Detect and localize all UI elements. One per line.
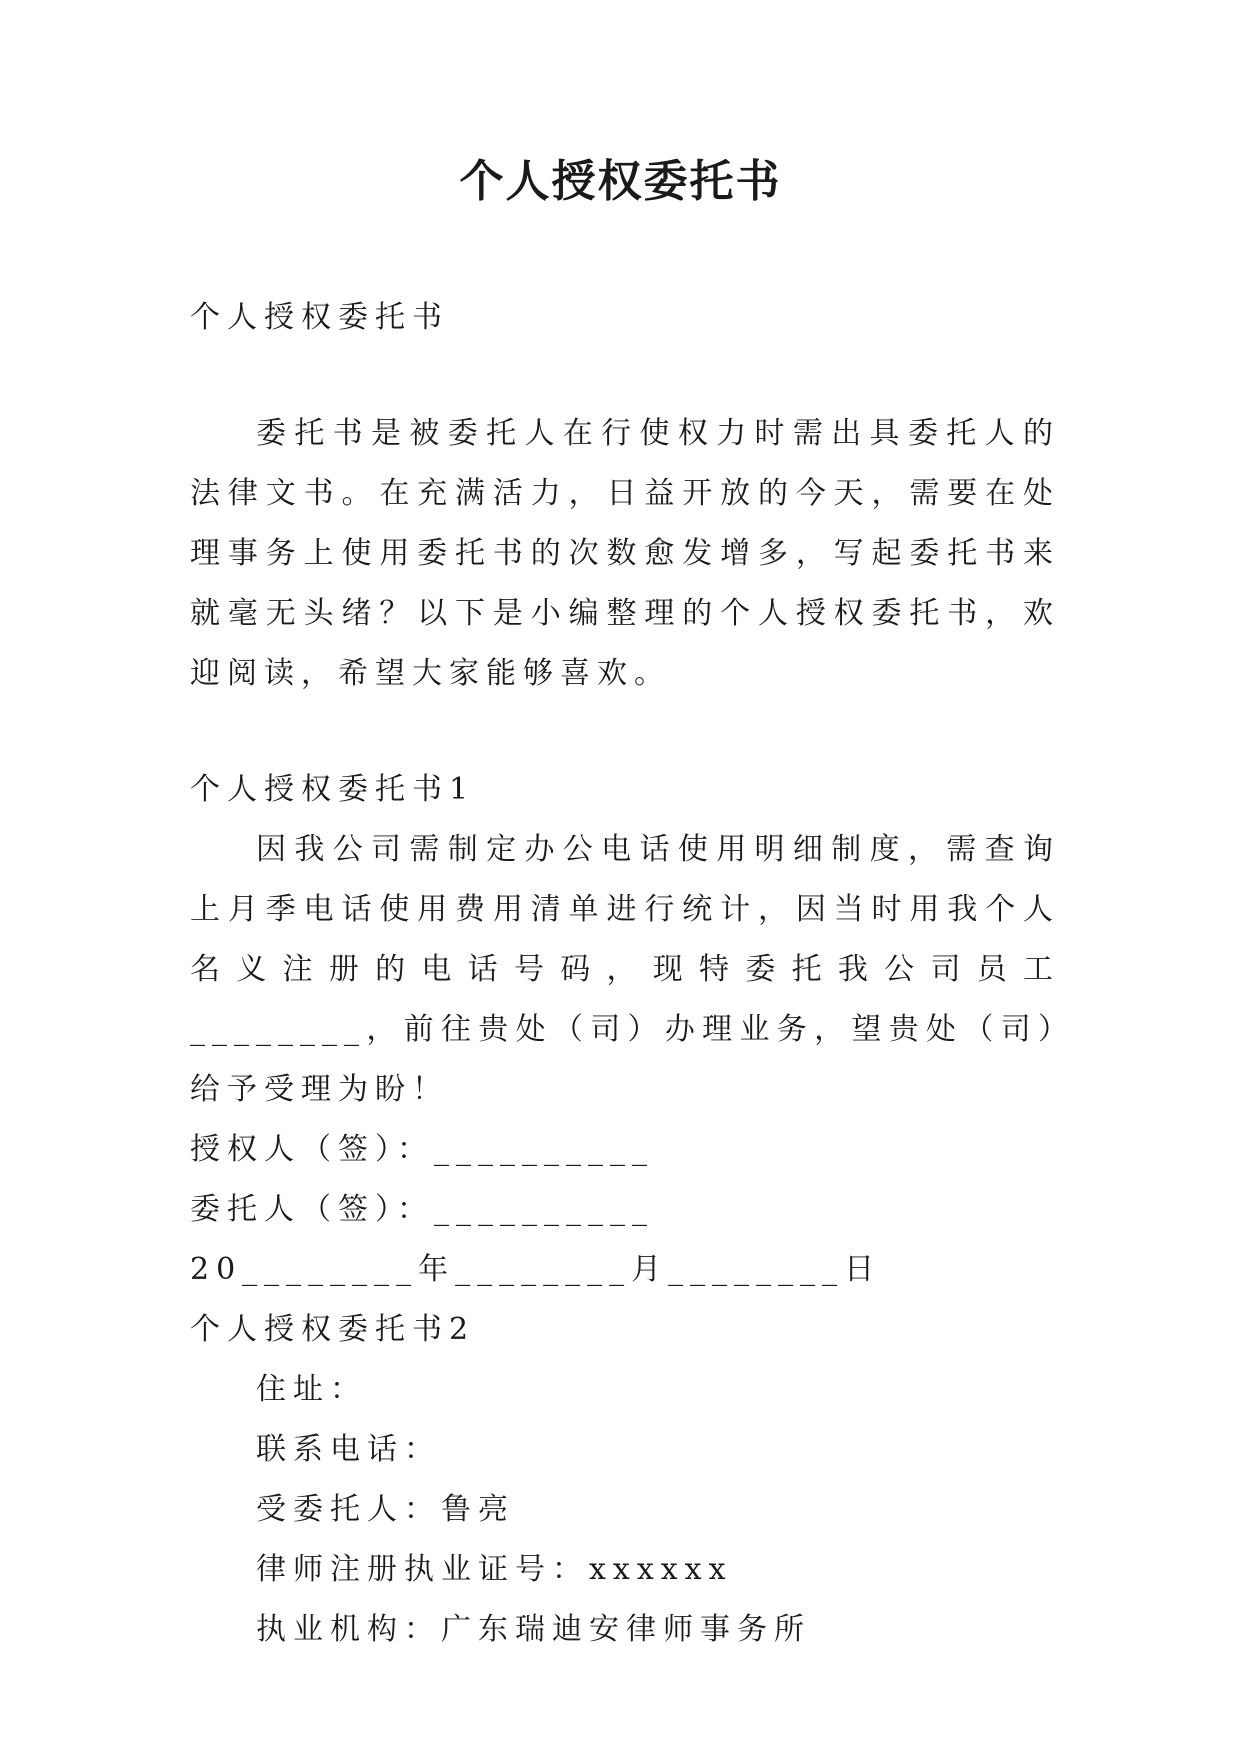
trustee-signature-line: 委托人（签）：__________ (190, 1192, 654, 1227)
section2-heading: 个人授权委托书2 (190, 1312, 476, 1347)
spacer (190, 348, 1060, 404)
document-body (190, 288, 1060, 1660)
license-line: 律师注册执业证号：xxxxxx (256, 1552, 733, 1587)
section1-body: 因我公司需制定办公电话使用明细制度，需查询上月季电话使用费用清单进行统计，因当时用我个人名义注册的电话号码，现特委托我公司员工________，前往贵处（司）办理业务，望贵处（司）给予受理为盼！ (190, 832, 1060, 1107)
address-line: 住址： (256, 1372, 367, 1407)
document-subtitle: 个人授权委托书 (190, 300, 449, 335)
date-line: 20________年________月________日 (190, 1252, 882, 1287)
document-title: 个人授权委托书 (459, 156, 782, 207)
agent-line: 受委托人：鲁亮 (256, 1492, 515, 1527)
spacer (190, 704, 1060, 760)
section1-heading: 个人授权委托书1 (190, 772, 476, 807)
phone-line: 联系电话： (256, 1432, 441, 1467)
firm-line: 执业机构：广东瑞迪安律师事务所 (256, 1612, 811, 1647)
intro-paragraph: 委托书是被委托人在行使权力时需出具委托人的法律文书。在充满活力，日益开放的今天，需要在处理事务上使用委托书的次数愈发增多，写起委托书来就毫无头绪？以下是小编整理的个人授权委托书，欢迎阅读，希望大家能够喜欢。 (190, 416, 1060, 691)
authorizer-signature-line: 授权人（签）：__________ (190, 1132, 654, 1167)
